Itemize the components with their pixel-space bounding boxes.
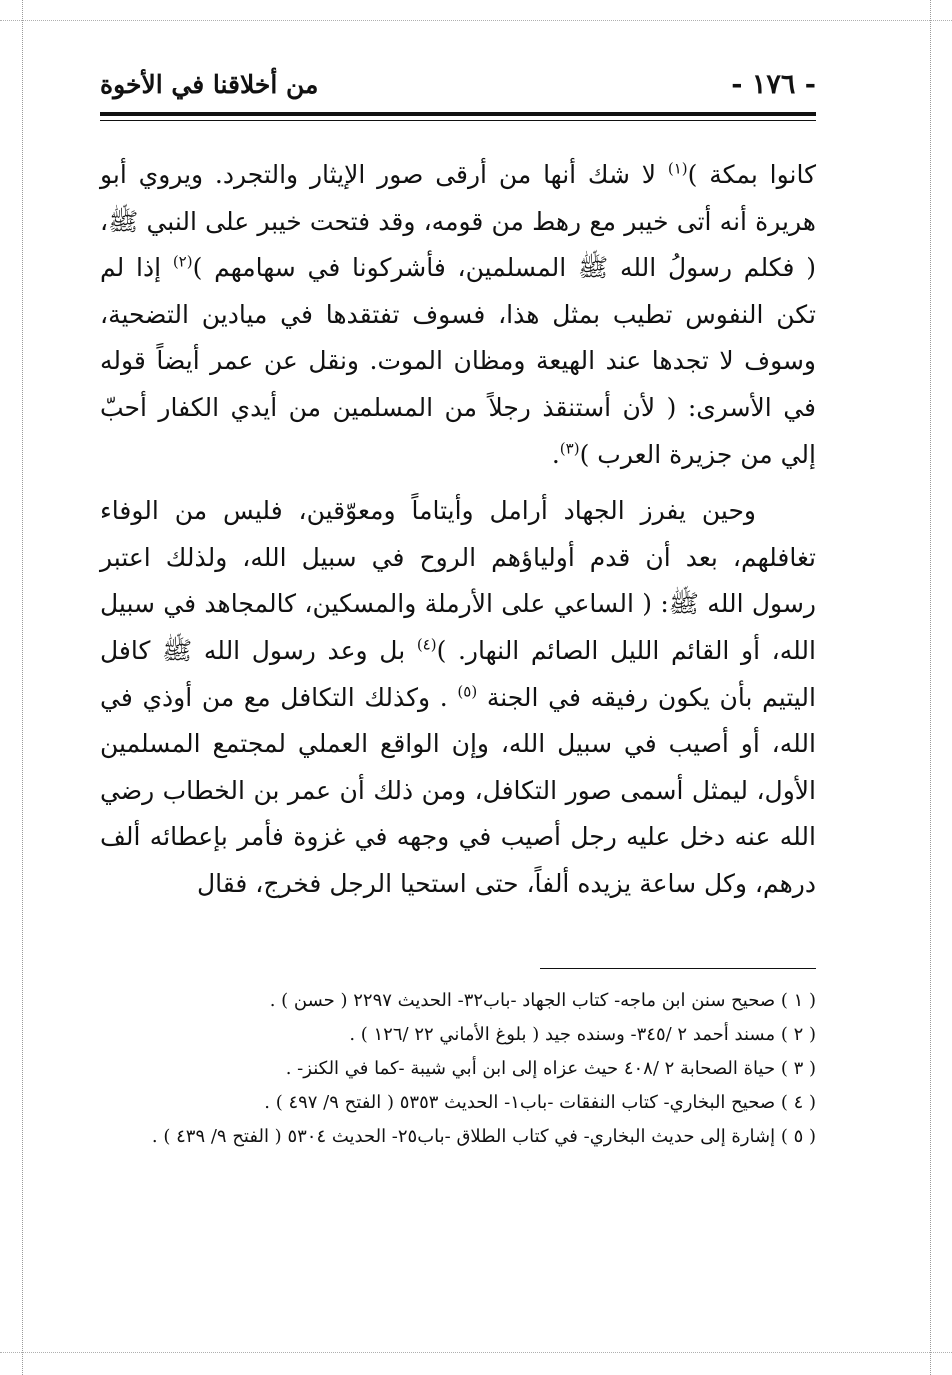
text-segment: . وكذلك التكافل مع من أوذي في الله، أو أصيب في سبيل الله، وإن الواقع العملي لمجتمع المسلمين الأول، ليمثل أسمى صور التكافل، ومن ذلك أن عمر بن الخطاب رضي الله عنه دخل عليه رجل أصيب في وجهه في غزوة فأمر بإعطائه ألف درهم، وكل ساعة يزيده ألفاً، حتى استحيا الرجل فخرج، فقال (100, 682, 816, 898)
text-segment: كانوا بمكة ) (687, 160, 816, 189)
text-segment: وحين يفرز الجهاد أرامل وأيتاماً ومعوّقين، فليس من الوفاء تغافلهم، بعد أن قدم أولياؤهم الروح في سبيل الله، ولذلك اعتبر رسول الله ﷺ: ( الساعي على الأرملة والمسكين، كالمجاهد في سبيل الله، أو القائم الليل الصائم النهار. ) (100, 496, 816, 665)
footnote-separator (540, 968, 816, 969)
footnote-ref-1: (١) (667, 159, 688, 178)
footnote-2: ( ٢ ) مسند أحمد ٢ /٣٤٥- وسنده جيد ( بلوغ الأماني ٢٢ /١٢٦ ) . (349, 1024, 816, 1045)
footnote-ref-4: (٤) (416, 635, 437, 654)
crop-guide-top (0, 20, 952, 21)
paragraph-2 (100, 488, 816, 907)
running-title: من أخلاقنا في الأخوة (100, 70, 319, 99)
footnote-ref-5: (٥) (457, 682, 478, 701)
text-segment: لا شك أنها من أرقى صور الإيثار والتجرد. ويروي أبو هريرة أنه أتى خيبر مع رهط من قومه، وقد فتحت خيبر على النبي ﷺ، ( فكلم رسولُ الله ﷺ المسلمين، فأشركونا في سهامهم ) (100, 160, 816, 283)
text-segment: بل وعد رسول الله ﷺ كافل اليتيم بأن يكون رفيقه في الجنة (100, 635, 816, 712)
crop-guide-bottom (0, 1352, 952, 1353)
paragraph-1 (100, 152, 816, 478)
footnotes (100, 984, 816, 1154)
text-segment: . (551, 439, 560, 469)
crop-guide-right (930, 0, 931, 1375)
main-text (100, 152, 816, 908)
text-segment: إذا لم تكن النفوس تطيب بمثل هذا، فسوف تفتقدها في ميادين التضحية، وسوف لا تجدها عند الهيعة ومظان الموت. ونقل عن عمر أيضاً قوله في الأسرى: ( لأن أستنقذ رجلاً من المسلمين من أيدي الكفار أحبّ إلي من جزيرة العرب ) (100, 253, 816, 469)
header-rule-thin (100, 120, 816, 121)
page-header (100, 62, 816, 110)
footnote-ref-3: (٣) (559, 439, 580, 458)
footnote-4: ( ٤ ) صحيح البخاري- كتاب النفقات -باب١- الحديث ٥٣٥٣ ( الفتح ٩/ ٤٩٧ ) . (264, 1092, 816, 1113)
footnote-1: ( ١ ) صحيح سنن ابن ماجه- كتاب الجهاد -باب٣٢- الحديث ٢٢٩٧ ( حسن ) . (269, 990, 816, 1011)
footnote-5: ( ٥ ) إشارة إلى حديث البخاري- في كتاب الطلاق -باب٢٥- الحديث ٥٣٠٤ ( الفتح ٩/ ٤٣٩ ) . (151, 1126, 816, 1147)
footnote-3: ( ٣ ) حياة الصحابة ٢ /٤٠٨ حيث عزاه إلى ابن أبي شيبة -كما في الكنز- . (285, 1058, 816, 1079)
header-rule-thick (100, 112, 816, 116)
footnote-ref-2: (٢) (172, 252, 193, 271)
page-number: - ١٧٦ - (731, 69, 816, 100)
crop-guide-left (22, 0, 23, 1375)
